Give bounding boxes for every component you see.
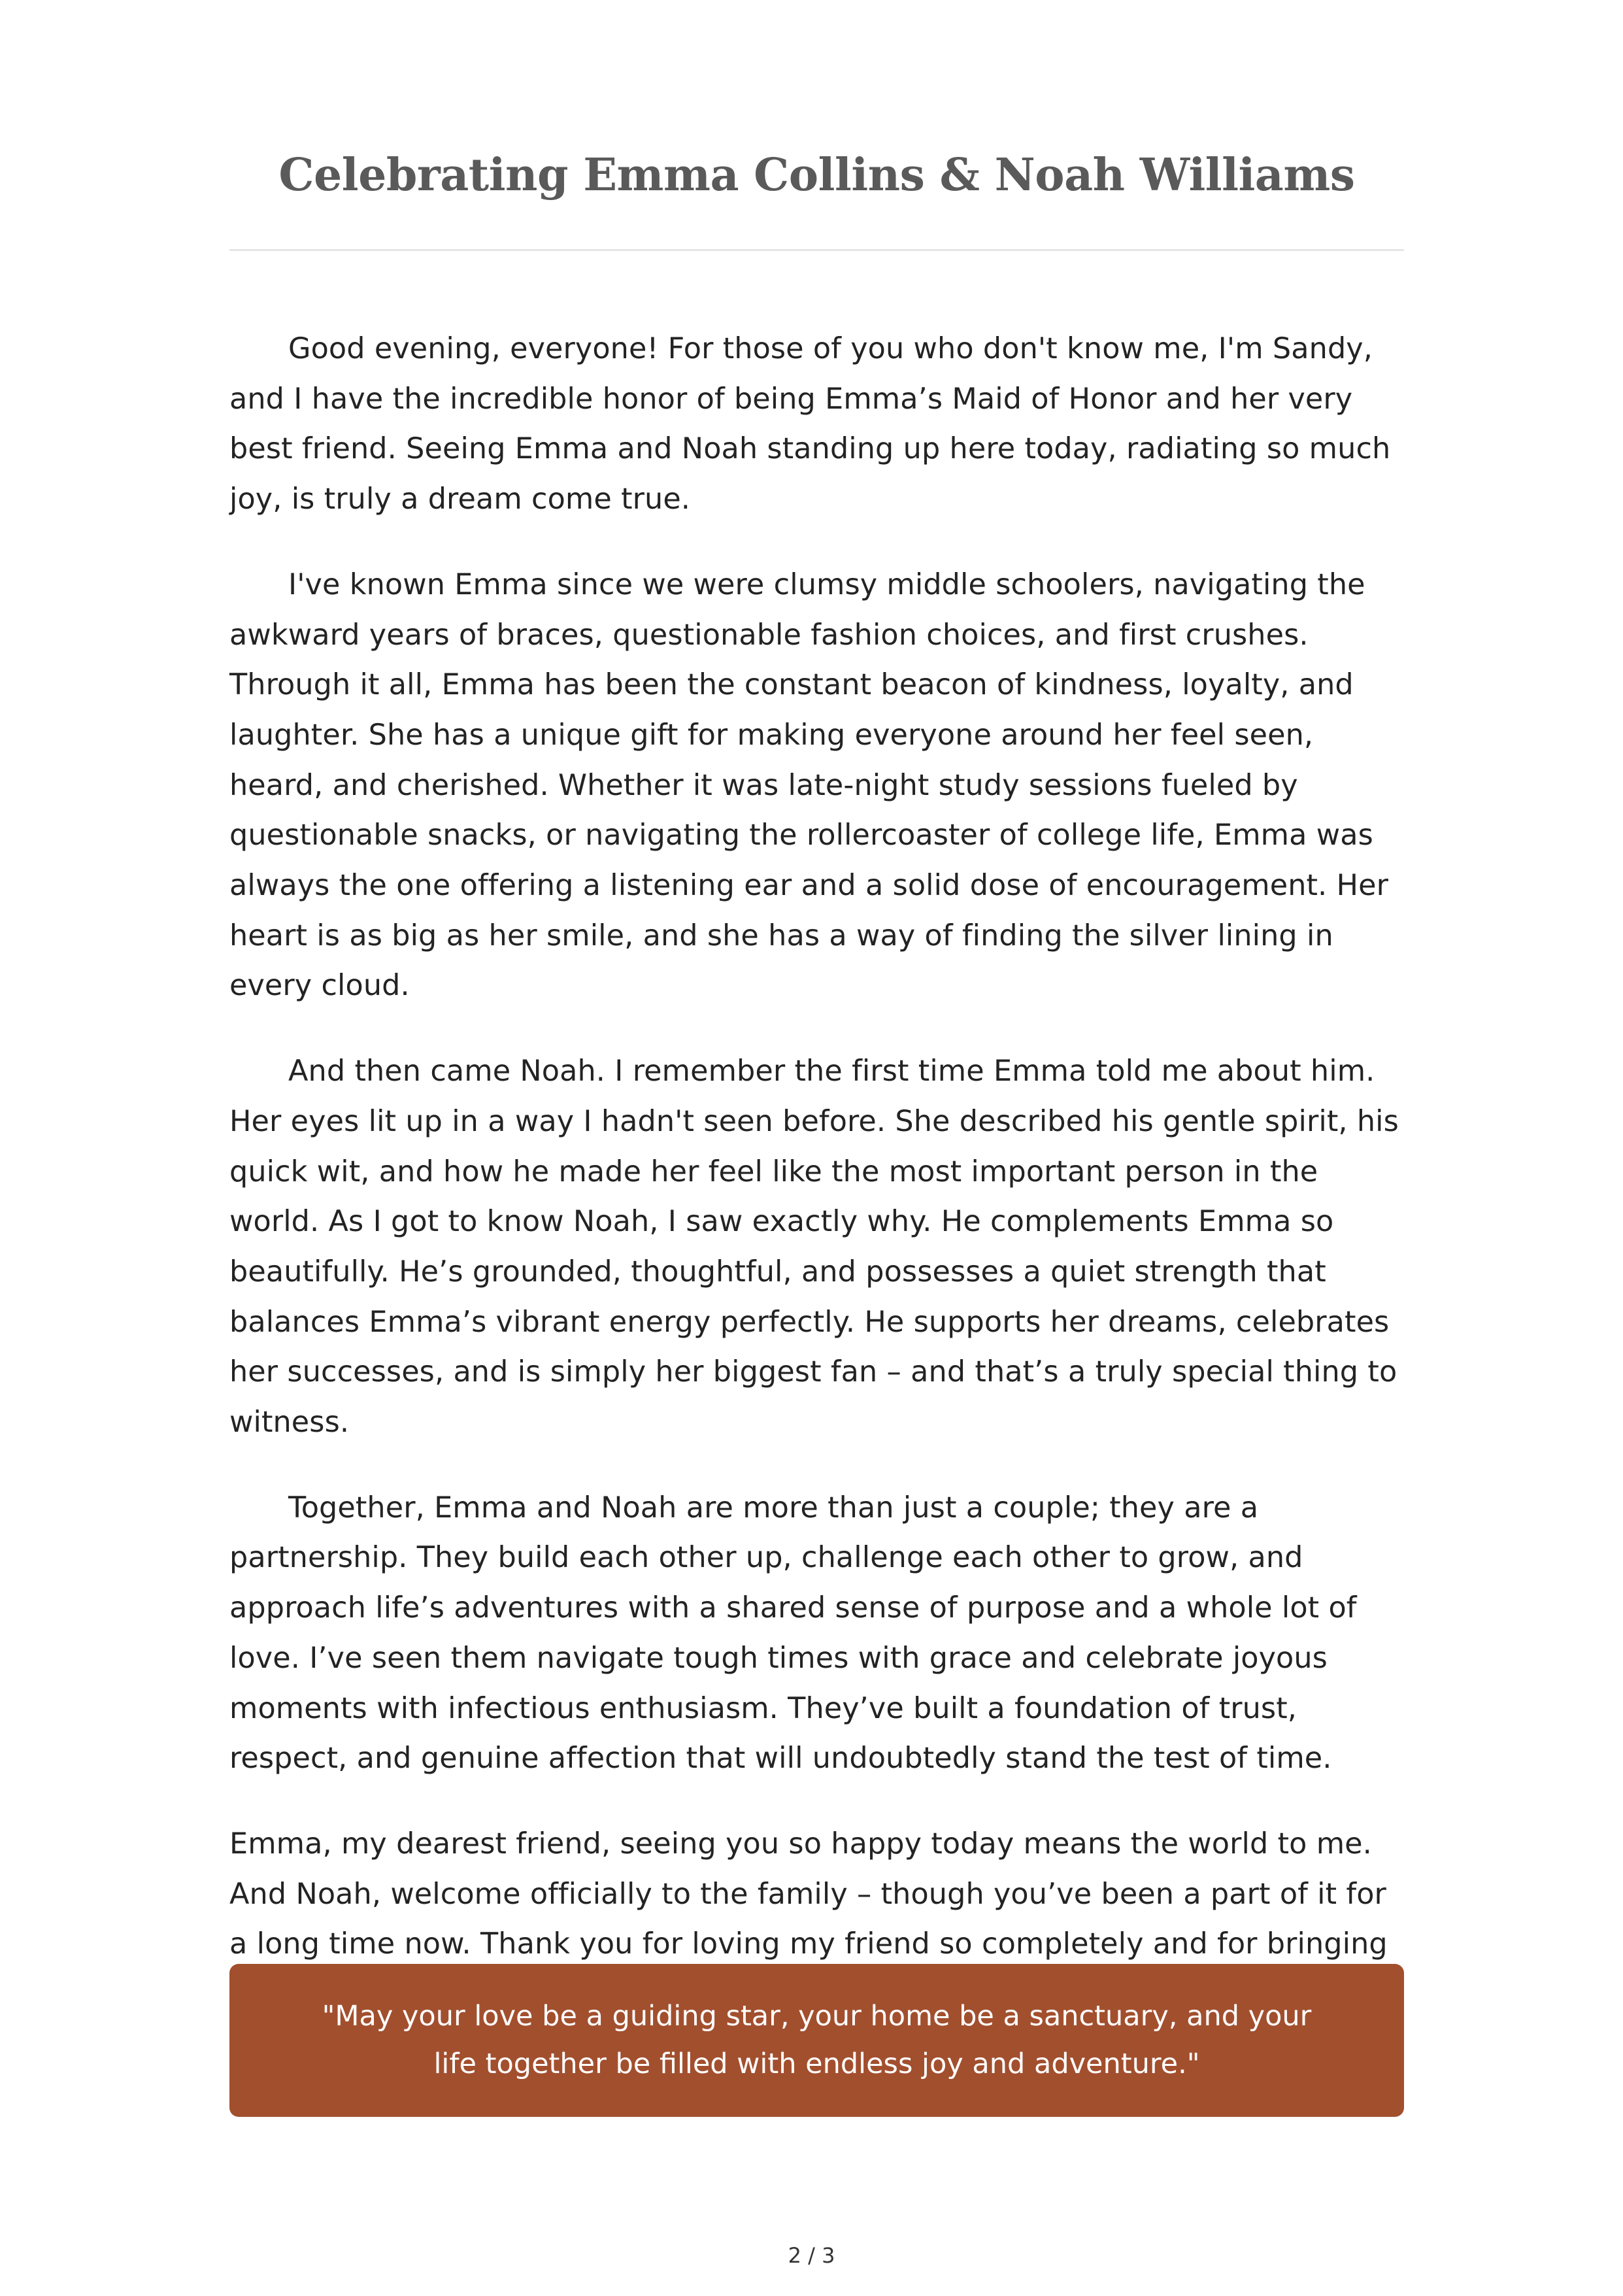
quote-text: "May your love be a guiding star, your home be a sanctuary, and your life together be filled with endless joy and adventure." — [322, 2000, 1312, 2080]
quote-callout — [229, 1964, 1404, 2117]
title-divider — [229, 249, 1404, 251]
paragraph-noah: And then came Noah. I remember the first time Emma told me about him. Her eyes lit up in a way I hadn't seen before. She described his gentle spirit, his quick wit, and how he made her feel like the most important person in the world. As I got to know Noah, I saw exactly why. He complements Emma so beautifully. He’s grounded, thoughtful, and possesses a quiet strength that balances Emma’s vibrant energy perfectly. He supports her dreams, celebrates her successes, and is simply her biggest fan – and that’s a truly special thing to witness. — [229, 1055, 1399, 1440]
paragraph-partnership: Together, Emma and Noah are more than just a couple; they are a partnership. They build each other up, challenge each other to grow, and approach life’s adventures with a shared sense of purpose and a whole lot of love. I’ve seen them navigate tough times with grace and celebrate joyous moments with infectious enthusiasm. They’ve built a foundation of trust, respect, and genuine affection that will undoubtedly stand the test of time. — [229, 1491, 1357, 1776]
speech-body — [229, 324, 1404, 2055]
page-title: Celebrating Emma Collins & Noah Williams — [278, 148, 1355, 201]
page-number: 2 / 3 — [788, 2243, 835, 2268]
paragraph-closing: Emma, my dearest friend, seeing you so happy today means the world to me. And Noah, welcome officially to the family – though you’ve been a part of it for a long time now. Thank you for loving my friend so completely and for bringing — [229, 1827, 1388, 1961]
paragraph-friendship: I've known Emma since we were clumsy middle schoolers, navigating the awkward years of braces, questionable fashion choices, and first crushes. Through it all, Emma has been the constant beacon of kindness, loyalty, and laughter. She has a unique gift for making everyone around her feel seen, heard, and cherished. Whether it was late-night study sessions fueled by questionable snacks, or navigating the rollercoaster of college life, Emma was always the one offering a listening ear and a solid dose of encouragement. Her heart is as big as her smile, and she has a way of finding the silver lining in every cloud. — [229, 567, 1388, 1003]
paragraph-intro: Good evening, everyone! For those of you who don't know me, I'm Sandy, and I have the incredible honor of being Emma’s Maid of Honor and her very best friend. Seeing Emma and Noah standing up here today, radiating so much joy, is truly a dream come true. — [229, 332, 1391, 516]
